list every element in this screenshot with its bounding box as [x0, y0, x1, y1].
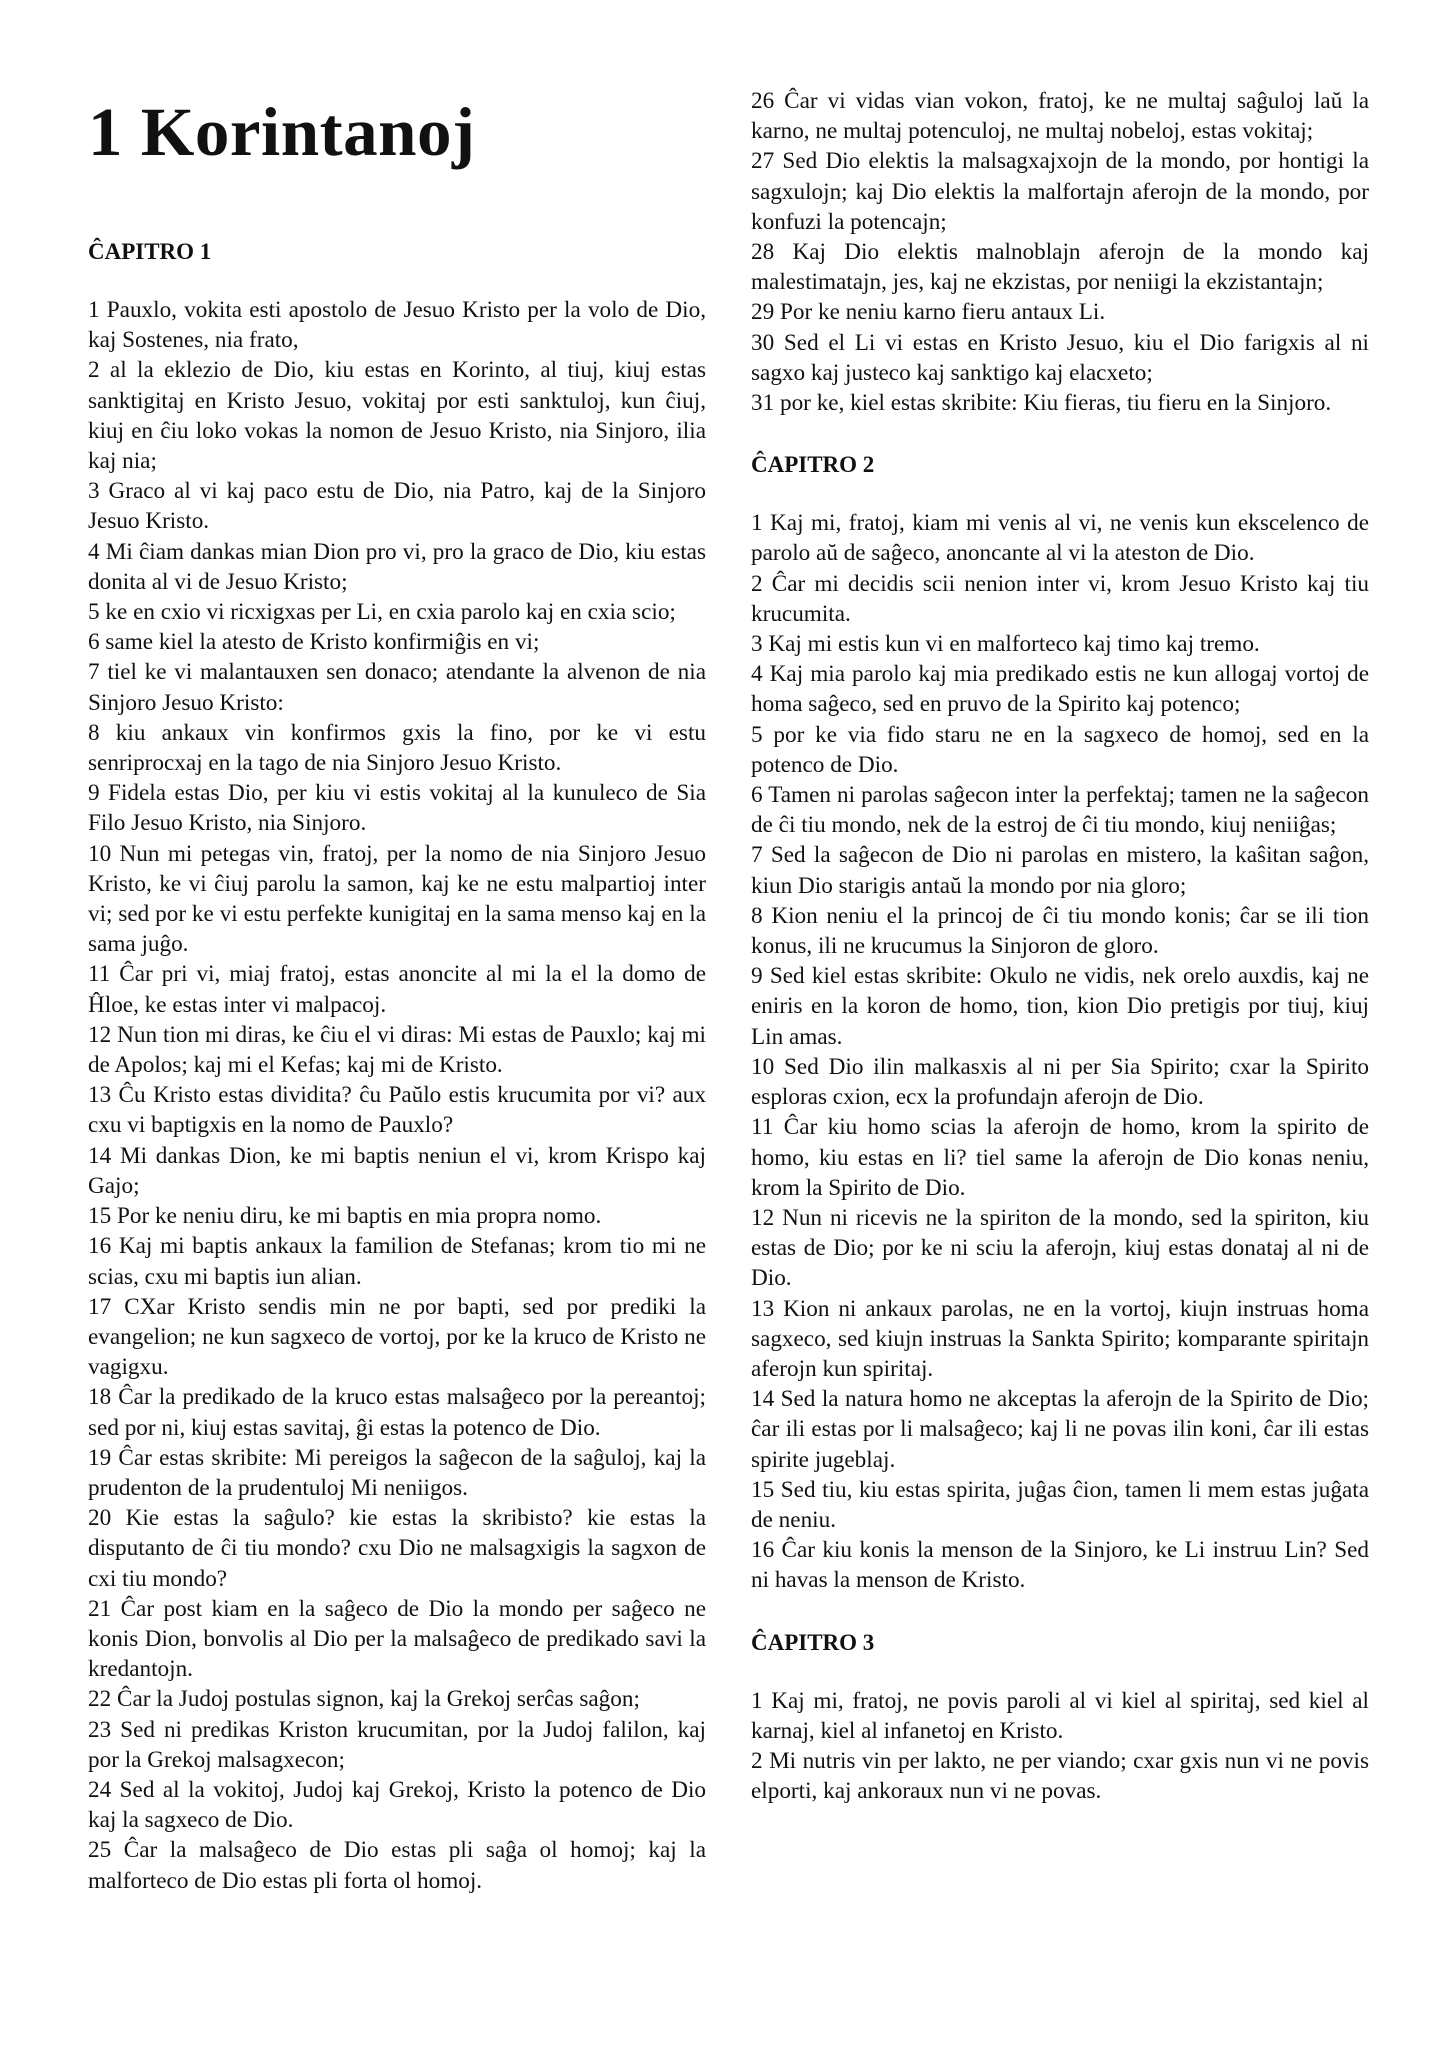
verse: 29 Por ke neniu karno fieru antaux Li.	[751, 299, 1106, 326]
verse: 15 Por ke neniu diru, ke mi baptis en mia propra nomo.	[88, 1203, 602, 1230]
verse: 14 Mi dankas Dion, ke mi baptis neniun el vi, krom Krispo kaj Gajo;	[88, 1142, 706, 1199]
verse: 22 Ĉar la Judoj postulas signon, kaj la Grekoj serĉas saĝon;	[88, 1686, 640, 1713]
verse: 16 Ĉar kiu konis la menson de la Sinjoro, ke Li instruu Lin? Sed ni havas la menson de Kristo.	[751, 1537, 1369, 1594]
verse: 24 Sed al la vokitoj, Judoj kaj Grekoj, Kristo la potenco de Dio kaj la sagxeco de Dio.	[88, 1776, 706, 1834]
verse: 30 Sed el Li vi estas en Kristo Jesuo, kiu el Dio farigxis al ni sagxo kaj justeco kaj sanktigo kaj elacxeto;	[751, 329, 1369, 386]
verse: 4 Kaj mia parolo kaj mia predikado estis ne kun allogaj vortoj de homa saĝeco, sed en pruvo de la Spirito kaj potenco;	[751, 661, 1369, 718]
verse: 6 Tamen ni parolas saĝecon inter la perfektaj; tamen ne la saĝecon de ĉi tiu mondo, nek de la estroj de ĉi tiu mondo, kiuj neniiĝas;	[751, 782, 1369, 839]
verse: 26 Ĉar vi vidas vian vokon, fratoj, ke ne multaj saĝuloj laŭ la karno, ne multaj potenculoj, ne multaj nobeloj, estas vokitaj;	[751, 88, 1369, 145]
verse: 3 Kaj mi estis kun vi en malforteco kaj timo kaj tremo.	[751, 631, 1260, 658]
verse: 5 ke en cxio vi ricxigxas per Li, en cxia parolo kaj en cxia scio;	[88, 599, 676, 626]
verse: 19 Ĉar estas skribite: Mi pereigos la saĝecon de la saĝuloj, kaj la prudenton de la prudentuloj Mi neniigos.	[88, 1444, 706, 1501]
verse: 9 Sed kiel estas skribite: Okulo ne vidis, nek orelo auxdis, kaj ne eniris en la koron de homo, tion, kion Dio pretigis por tiuj, kiuj Lin amas.	[751, 963, 1369, 1050]
chapter-1-heading: ĈAPITRO 1	[88, 239, 212, 264]
verse: 13 Kion ni ankaux parolas, ne en la vortoj, kiujn instruas homa sagxeco, sed kiujn instruas la Sankta Spirito; komparante spiritajn aferojn kun spiritaj.	[751, 1295, 1369, 1382]
verse: 1 Kaj mi, fratoj, kiam mi venis al vi, ne venis kun ekscelenco de parolo aŭ de saĝeco, anoncante al vi la ateston de Dio.	[751, 510, 1369, 567]
verse: 7 tiel ke vi malantauxen sen donaco; atendante la alvenon de nia Sinjoro Jesuo Kristo:	[88, 659, 706, 716]
verse: 17 CXar Kristo sendis min ne por bapti, sed por prediki la evangelion; ne kun sagxeco de vortoj, por ke la kruco de Kristo ne vagigxu.	[88, 1293, 706, 1381]
verse: 1 Pauxlo, vokita esti apostolo de Jesuo Kristo per la volo de Dio, kaj Sostenes, nia frato,	[88, 297, 706, 354]
verse: 2 Ĉar mi decidis scii nenion inter vi, krom Jesuo Kristo kaj tiu krucumita.	[751, 570, 1369, 627]
chapter-1-verses-right	[751, 86, 1369, 418]
verse: 8 Kion neniu el la princoj de ĉi tiu mondo konis; ĉar se ili tion konus, ili ne krucumus la Sinjoron de gloro.	[751, 902, 1369, 960]
verse: 14 Sed la natura homo ne akceptas la aferojn de la Spirito de Dio; ĉar ili estas por li malsaĝeco; kaj li ne povas ilin koni, ĉar ili estas spirite jugeblaj.	[751, 1386, 1369, 1473]
verse: 12 Nun ni ricevis ne la spiriton de la mondo, sed la spiriton, kiu estas de Dio; por ke ni sciu la aferojn, kiuj estas donataj al ni de Dio.	[751, 1204, 1369, 1292]
verse: 1 Kaj mi, fratoj, ne povis paroli al vi kiel al spiritaj, sed kiel al karnaj, kiel al infanetoj en Kristo.	[751, 1687, 1369, 1744]
chapter-1-verses-left	[88, 295, 706, 1896]
chapter-3-verses	[751, 1686, 1369, 1807]
verse: 27 Sed Dio elektis la malsagxajxojn de la mondo, por hontigi la sagxulojn; kaj Dio elektis la malfortajn aferojn de la mondo, por konfuzi la potencajn;	[751, 148, 1369, 235]
verse: 11 Ĉar kiu homo scias la aferojn de homo, krom la spirito de homo, kiu estas en li? tiel same la aferojn de Dio konas neniu, krom la Spirito de Dio.	[751, 1114, 1369, 1201]
verse: 11 Ĉar pri vi, miaj fratoj, estas anoncite al mi la el la domo de Ĥloe, ke estas inter vi malpacoj.	[88, 961, 706, 1018]
verse: 2 Mi nutris vin per lakto, ne per viando; cxar gxis nun vi ne povis elporti, kaj ankoraux nun vi ne povas.	[751, 1747, 1369, 1805]
verse: 25 Ĉar la malsaĝeco de Dio estas pli saĝa ol homoj; kaj la malforteco de Dio estas pli forta ol homoj.	[88, 1837, 706, 1894]
verse: 15 Sed tiu, kiu estas spirita, juĝas ĉion, tamen li mem estas juĝata de neniu.	[751, 1476, 1369, 1533]
verse: 5 por ke via fido staru ne en la sagxeco de homoj, sed en la potenco de Dio.	[751, 721, 1369, 778]
verse: 8 kiu ankaux vin konfirmos gxis la fino, por ke vi estu senriprocxaj en la tago de nia Sinjoro Jesuo Kristo.	[88, 719, 706, 777]
verse: 10 Sed Dio ilin malkasxis al ni per Sia Spirito; cxar la Spirito esploras cxion, ecx la profundajn aferojn de Dio.	[751, 1053, 1369, 1111]
verse: 20 Kie estas la saĝulo? kie estas la skribisto? kie estas la disputanto de ĉi tiu mondo? cxu Dio ne malsagxigis la sagxon de cxi tiu mondo?	[88, 1505, 706, 1592]
verse: 2 al la eklezio de Dio, kiu estas en Korinto, al tiuj, kiuj estas sanktigitaj en Kristo Jesuo, vokitaj por esti sanktuloj, kun ĉiuj, kiuj en ĉiu loko vokas la nomon de Jesuo Kristo, nia Sinjoro, ilia kaj nia;	[88, 357, 706, 475]
chapter-2-heading: ĈAPITRO 2	[751, 452, 875, 478]
verse: 16 Kaj mi baptis ankaux la familion de Stefanas; krom tio mi ne scias, cxu mi baptis iun alian.	[88, 1233, 706, 1290]
book-title: 1 Korintanoj	[88, 94, 476, 170]
verse: 6 same kiel la atesto de Kristo konfirmiĝis en vi;	[88, 629, 540, 656]
chapter-2-verses	[751, 508, 1369, 1595]
verse: 23 Sed ni predikas Kriston krucumitan, por la Judoj falilon, kaj por la Grekoj malsagxecon;	[88, 1716, 706, 1773]
verse: 10 Nun mi petegas vin, fratoj, per la nomo de nia Sinjoro Jesuo Kristo, ke vi ĉiuj parolu la samon, kaj ke ne estu malpartioj inter vi; sed por ke vi estu perfekte kunigitaj en la sama menso kaj en la sama juĝo.	[88, 840, 706, 958]
verse: 13 Ĉu Kristo estas dividita? ĉu Paŭlo estis krucumita por vi? aux cxu vi baptigxis en la nomo de Pauxlo?	[88, 1082, 706, 1139]
verse: 4 Mi ĉiam dankas mian Dion pro vi, pro la graco de Dio, kiu estas donita al vi de Jesuo Kristo;	[88, 538, 706, 595]
verse: 21 Ĉar post kiam en la saĝeco de Dio la mondo per saĝeco ne konis Dion, bonvolis al Dio per la malsaĝeco de predikado savi la kredantojn.	[88, 1595, 706, 1683]
verse: 9 Fidela estas Dio, per kiu vi estis vokitaj al la kunuleco de Sia Filo Jesuo Kristo, nia Sinjoro.	[88, 780, 706, 837]
chapter-3-heading: ĈAPITRO 3	[751, 1629, 875, 1655]
right-column	[751, 86, 1369, 1806]
left-column	[88, 88, 706, 1896]
verse: 7 Sed la saĝecon de Dio ni parolas en mistero, la kaŝitan saĝon, kiun Dio starigis antaŭ la mondo por nia gloro;	[751, 842, 1369, 899]
verse: 18 Ĉar la predikado de la kruco estas malsaĝeco por la pereantoj; sed por ni, kiuj estas savitaj, ĝi estas la potenco de Dio.	[88, 1384, 706, 1441]
verse: 28 Kaj Dio elektis malnoblajn aferojn de la mondo kaj malestimatajn, jes, kaj ne ekzistas, por neniigi la ekzistantajn;	[751, 239, 1369, 296]
verse: 31 por ke, kiel estas skribite: Kiu fieras, tiu fieru en la Sinjoro.	[751, 390, 1332, 417]
verse: 12 Nun tion mi diras, ke ĉiu el vi diras: Mi estas de Pauxlo; kaj mi de Apolos; kaj mi el Kefas; kaj mi de Kristo.	[88, 1021, 706, 1079]
verse: 3 Graco al vi kaj paco estu de Dio, nia Patro, kaj de la Sinjoro Jesuo Kristo.	[88, 478, 706, 535]
